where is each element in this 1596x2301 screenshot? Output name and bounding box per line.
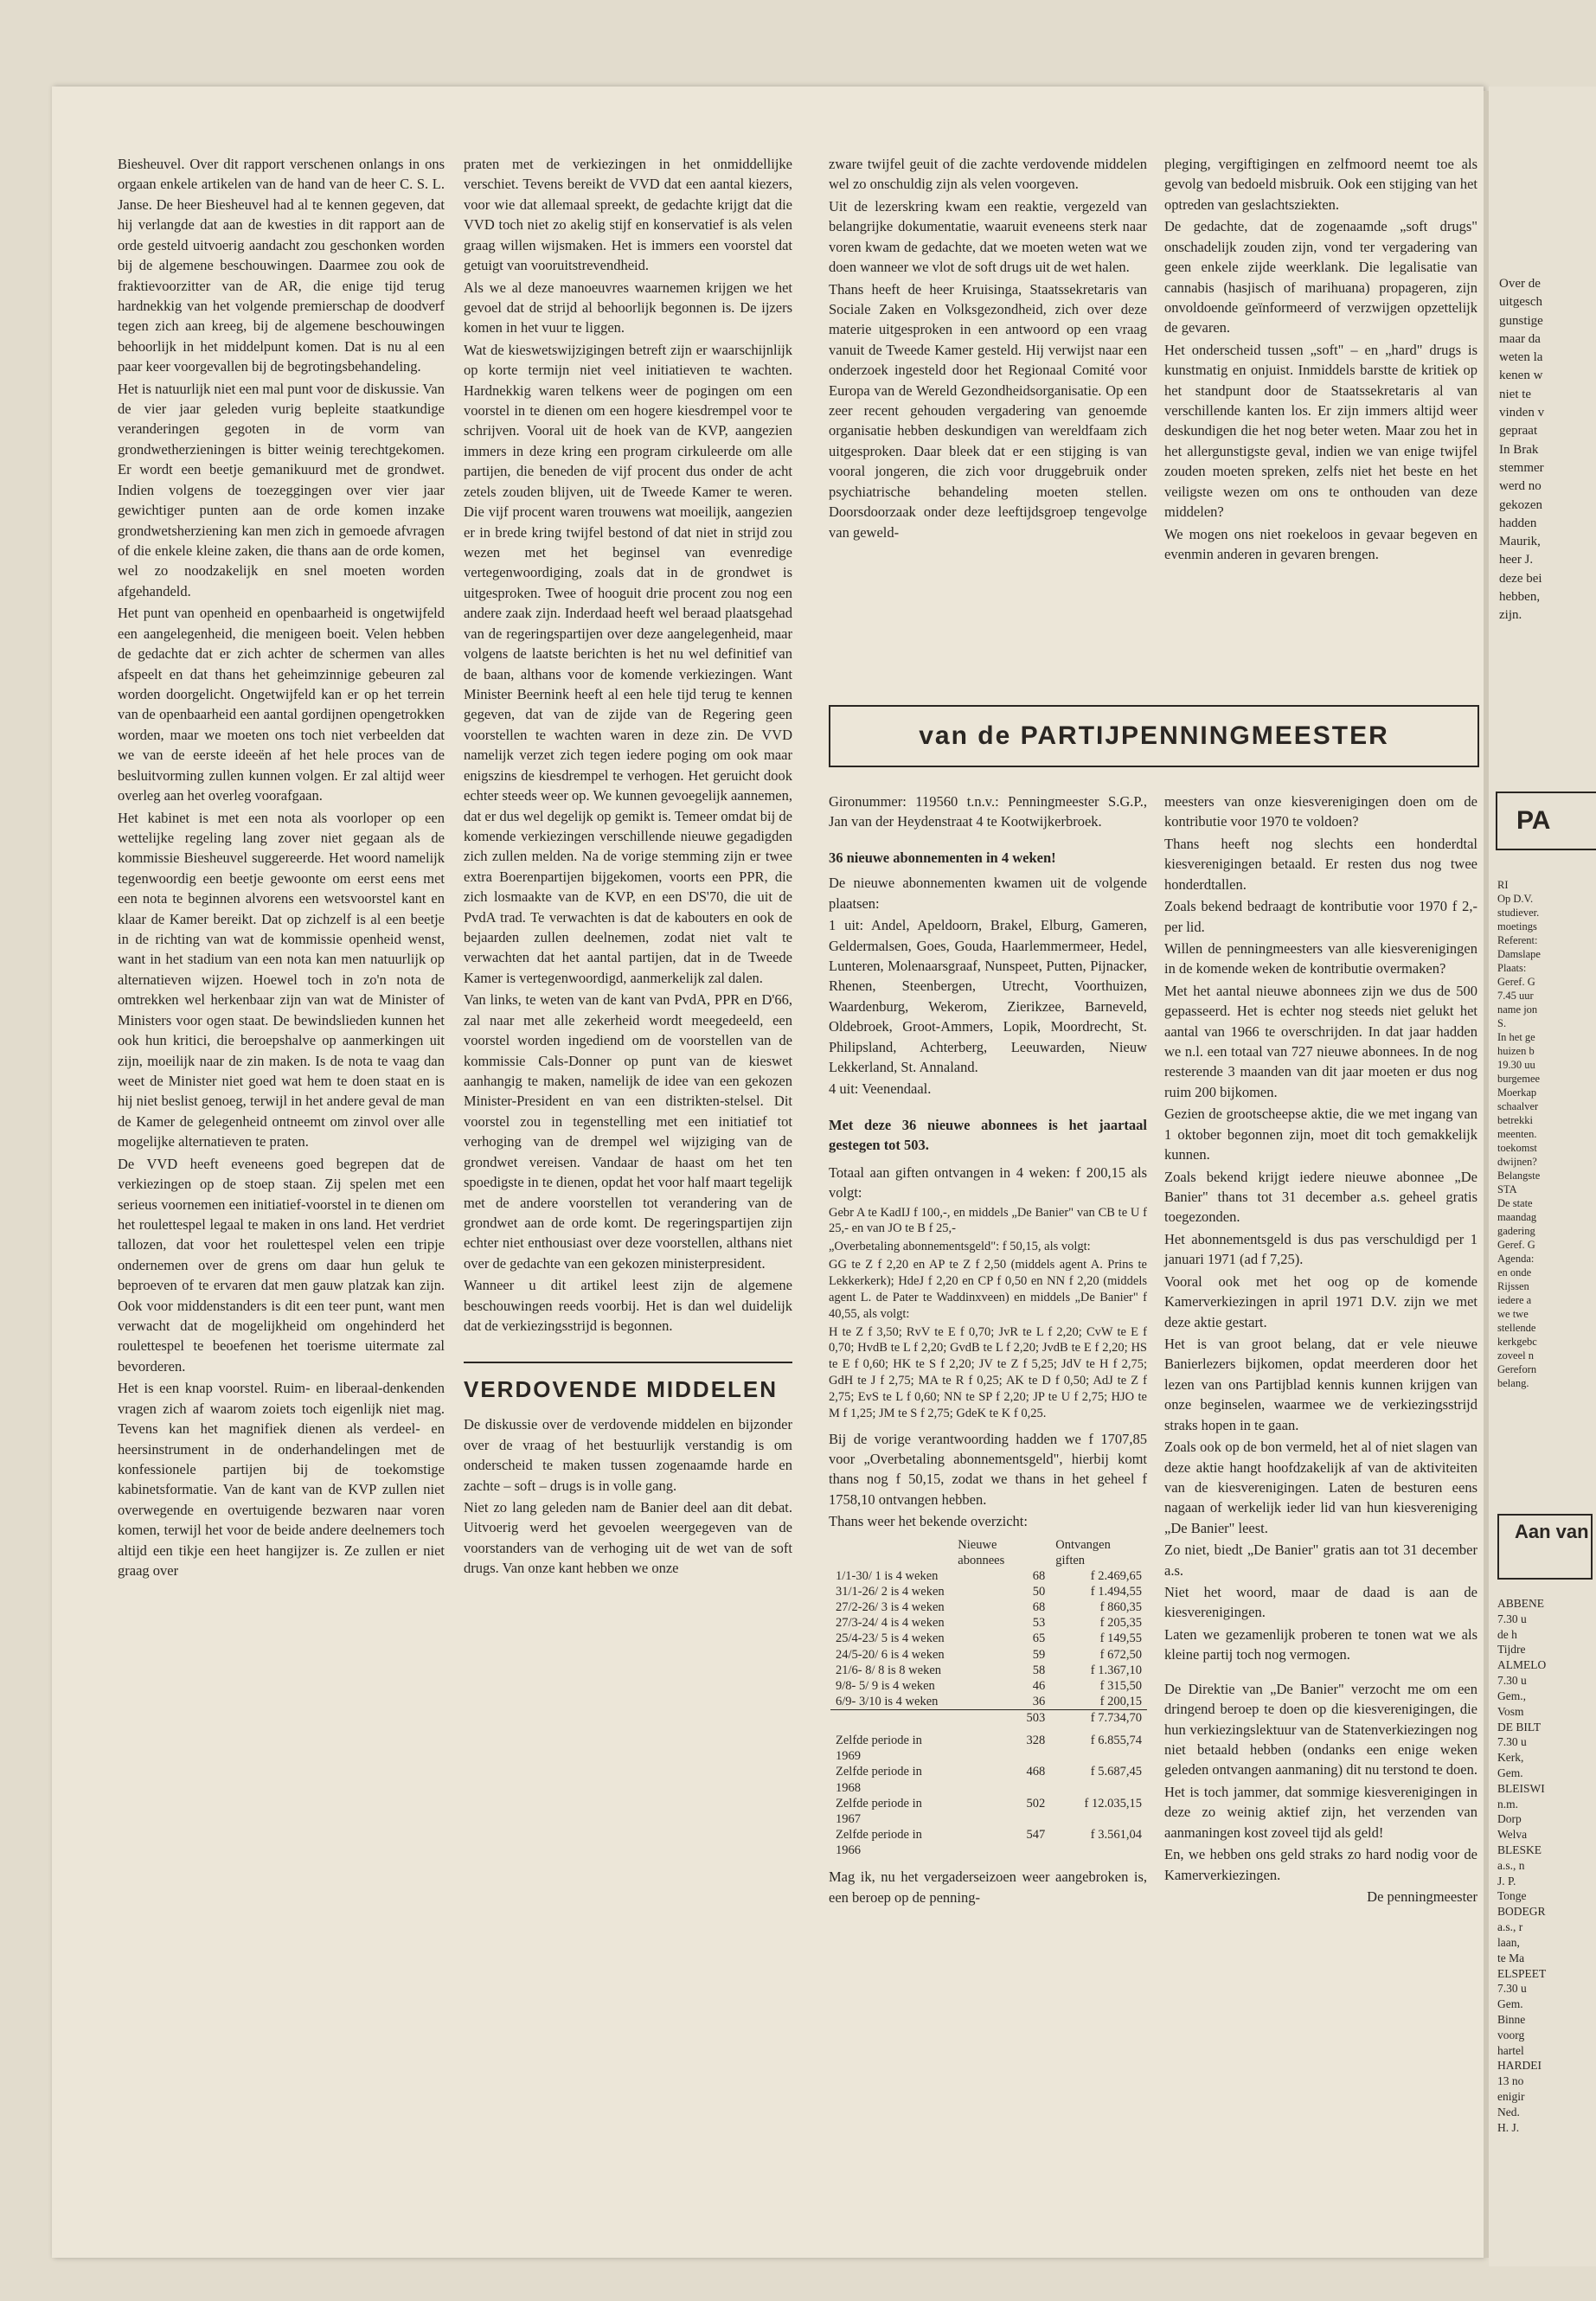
- edge-text-line: gunstige: [1499, 313, 1543, 328]
- edge-text-line: a.s., r: [1497, 1920, 1523, 1934]
- edge-text-line: zoveel n: [1497, 1349, 1534, 1362]
- table-row: [830, 1726, 1147, 1764]
- table-cell: Zelfde periode in 1968: [836, 1765, 922, 1795]
- table-cell: 1/1-30/ 1 is 4 weken: [836, 1568, 939, 1583]
- edge-text-line: voorg: [1497, 2028, 1525, 2041]
- article-paragraph: Als we al deze manoeuvres waarnemen krijgen we het gevoel dat de strijd al behoorlijk begonnen is. De ijzers komen in het vuur te liggen.: [464, 279, 792, 336]
- table-cell: f 2.469,65: [1090, 1568, 1142, 1583]
- edge-text-line: Gem.: [1497, 1766, 1523, 1779]
- table-cell: 502: [1026, 1796, 1046, 1811]
- table-cell: 21/6- 8/ 8 is 8 weken: [836, 1663, 942, 1677]
- edge-text-line: toekomst: [1497, 1142, 1537, 1154]
- table-cell: 31/1-26/ 2 is 4 weken: [836, 1585, 945, 1599]
- section-heading-verdovende-middelen: VERDOVENDE MIDDELEN: [464, 1362, 792, 1406]
- edge-text-line: kerkgebc: [1497, 1336, 1537, 1348]
- edge-text-line: BODEGR: [1497, 1905, 1546, 1919]
- article-paragraph: zware twijfel geuit of die zachte verdovende middelen wel zo onschuldig zijn als velen voorgeven.: [829, 156, 1147, 193]
- article-paragraph: pleging, vergiftigingen en zelfmoord neemt toe als gevolg van bedoeld misbruik. Ook een stijging van het optreden van geslachtsziekten.: [1164, 156, 1477, 213]
- edge-text-line: kenen w: [1499, 369, 1543, 383]
- adjacent-page-edge: [1489, 87, 1596, 2266]
- edge-text-line: Gem.: [1497, 1997, 1523, 2011]
- edge-text-line: hebben,: [1499, 590, 1541, 605]
- edge-box-2-text: Aan van: [1515, 1521, 1589, 1542]
- edge-text-line: meenten.: [1497, 1128, 1537, 1140]
- edge-text-line: uitgesch: [1499, 295, 1542, 310]
- edge-text-line: betrekki: [1497, 1114, 1533, 1126]
- edge-text-line: Binne: [1497, 2012, 1526, 2026]
- edge-text-line: Agenda:: [1497, 1253, 1535, 1265]
- edge-text-line: gepraat: [1499, 424, 1538, 439]
- edge-text-line: Geref. G: [1497, 1239, 1535, 1251]
- table-cell: 27/2-26/ 3 is 4 weken: [836, 1600, 945, 1615]
- edge-text-line: hartel: [1497, 2043, 1524, 2057]
- partij-paragraph: Zo niet, biedt „De Banier" gratis aan tot 31 december a.s.: [1164, 1541, 1477, 1579]
- table-row: [830, 1599, 1147, 1615]
- table-cell: Zelfde periode in 1966: [836, 1827, 922, 1858]
- edge-text-mid: [1497, 878, 1541, 1390]
- table-header: [830, 1537, 952, 1568]
- edge-text-line: Rijssen: [1497, 1280, 1529, 1292]
- edge-text-line: studiever.: [1497, 907, 1540, 919]
- edge-text-line: DE BILT: [1497, 1720, 1542, 1734]
- table-cell: 59: [1032, 1647, 1046, 1662]
- partij-paragraph: Laten we gezamenlijk proberen te tonen wat we als kleine partij toch nog vermogen.: [1164, 1625, 1477, 1663]
- edge-text-line: werd no: [1499, 479, 1542, 494]
- article-paragraph: De VVD heeft eveneens goed begrepen dat de verkiezingen op de stoep staan. Zij spelen met een serieus voornemen een initiatief-voorstel in te dienen om het roulettespel legaal te maken in ons land. Het verdriet tallozen, dat voor het roulettespel velen een tripje ondernemen over de grens om daar hun geluk te beproeven of te ervaren dat men gauw platzak kan zijn. Ook voor middenstanders is dit een teer punt, want men verwacht dat de mogelijkheid om ongehinderd het roulettespel te beoefenen het toerisme uitermate zal bevorderen.: [118, 1155, 445, 1375]
- table-header: Nieuwe abonnees: [958, 1537, 1005, 1567]
- table-row: [830, 1764, 1147, 1795]
- article-paragraph: Wat de kieswetswijzigingen betreft zijn er waarschijnlijk op korte termijn niet veel initiatieven te wachten. Hardnekkig waren telkens weer de pogingen om een voorstel in te dienen om een hogere kiesdrempel voor te schrijven. Vooral uit de hoek van de KVP, aangezien immers in deze kring een program cirkuleerde om alle partijen, die beneden de vijf procent dus onder de acht zetels zouden blijven, uit de Tweede Kamer te weren. Die vijf procent waren trouwens wat moeilijk, aangezien er in brede kring twijfel bestond of dat niet in strijd zou wezen met het beginsel van evenredige vertegenwoordiging, zoals dat in de grondwet is uitgesproken. Twee of hooguit drie procent zou nog een andere zaak zijn. Inderdaad heeft wel beraad plaatsgehad van de regeringspartijen over deze aangelegenheid, maar volgens de laatste berichten is het nu wel definitief van de baan, althans voor de komende verkiezingen. Want Minister Beernink heeft al een hele tijd terug te kennen gegeven, dat van de zijde van de Regering geen voorstellen te wachten waren in deze zin. De VVD namelijk verzet zich tegen iedere poging om ook maar enigszins de kiesdrempel te verhogen. Het geruicht dook echter steeds weer op. We kunnen gevoegelijk aannemen, dat er dus wel degelijk op gemikt is. Temeer omdat bij de komende verkiezingen verschillende nieuwe gegadigden zich zullen melden. Na de vorige stemming zijn er twee extra Boerenpartijen bijgekomen, voorts een PPR, die zich losmaakte van de KVP, en een DS'70, die uit de PvdA trad. Te verwachten is dat de kabouters en ook de bejaarden zullen deelnemen, zodat niet valt te verwachten dat het aantal partijen, dat in de Tweede Kamer is vertegenwoordigd, aanmerkelijk zal dalen.: [464, 341, 793, 986]
- table-row: [830, 1678, 1147, 1694]
- partij-paragraph: Thans heeft nog slechts een honderdtal kiesverenigingen betaald. Er resten dus nog twee honderdtallen.: [1164, 835, 1477, 893]
- article-paragraph: Niet zo lang geleden nam de Banier deel aan dit debat. Uitvoerig werd het gevoelen weergegeven van de voorstanders van de verhoging uit de wet van de soft drugs. Van onze kant hebben we onze: [464, 1499, 792, 1577]
- article-paragraph: Wanneer u dit artikel leest zijn de algemene beschouwingen reeds voorbij. Het is dan wel duidelijk dat de verkiezingsstrijd is begonnen.: [464, 1277, 792, 1335]
- edge-text-line: moetings: [1497, 920, 1537, 933]
- partijpenningmeester-column-left: [829, 792, 1147, 1907]
- giro-info: Gironummer: 119560 t.n.v.: Penningmeester S.G.P., Jan van der Heydenstraat 4 te Kootwijkerbroek.: [829, 793, 1147, 830]
- partij-paragraph: Zoals ook op de bon vermeld, het al of niet slagen van deze aktie hangt hoofdzakelijk af van de aktiviteiten van de kiesverenigingen. Laten de besturen eens nagaan of werkelijk ieder lid van hun kiesvereniging „De Banier" leest.: [1164, 1439, 1477, 1536]
- edge-text-line: stemmer: [1499, 460, 1544, 475]
- edge-text-line: n.m.: [1497, 1797, 1519, 1811]
- table-cell: 36: [1032, 1694, 1046, 1708]
- table-row: [830, 1568, 1147, 1584]
- edge-text-line: Referent:: [1497, 934, 1538, 946]
- gifts-detail: H te Z f 3,50; RvV te E f 0,70; JvR te L f 2,20; CvW te E f 0,70; HvdB te L f 2,20; GvdB te L f 2,20; JvdB te E f 2,20; HS te E f 0,60; HK te S f 2,20; JV te Z f 5,25; JdV te H f 2,75; GdH te J f 2,75; MA te R f 0,25; AK te D f 0,50; AdJ te Z f 2,75; EvS te L f 0,60; NN te SP f 2,20; JP te U f 2,75; HJO te M f 1,25; JM te S f 2,75; GdeK te K f 0,25.: [829, 1324, 1147, 1420]
- table-cell: 24/5-20/ 6 is 4 weken: [836, 1647, 945, 1662]
- edge-text-line: Moerkap: [1497, 1086, 1537, 1099]
- column-2: [464, 154, 792, 1579]
- edge-text-line: vinden v: [1499, 406, 1545, 420]
- partij-paragraph: Zoals bekend bedraagt de kontributie voor 1970 f 2,- per lid.: [1164, 898, 1477, 935]
- para: Thans weer het bekende overzicht:: [829, 1513, 1028, 1530]
- table-row: [830, 1647, 1147, 1663]
- edge-text-line: zijn.: [1499, 608, 1522, 623]
- table-cell: 503: [952, 1710, 1050, 1727]
- table-cell: 65: [1032, 1631, 1046, 1646]
- edge-text-top: [1499, 275, 1544, 625]
- article-paragraph: Het punt van openheid en openbaarheid is ongetwijfeld een aangelegenheid, die menigeen boeit. Velen hebben de gedachte dat er zich achter de schermen van alles afspeelt en dat thans het geheimzinnige gebeuren zal worden doorgelicht. Ongetwijfeld kan er op het terrein van de openbaarheid een aantal gordijnen opengetrokken worden, maar we moeten ons toch niet verbeelden dat we van de eerste ideeën af het hele proces van de besluitvorming zullen kunnen volgen. Er zal altijd weer overleg aan het overleg voorafgaan.: [118, 605, 445, 804]
- table-row: [830, 1827, 1147, 1858]
- table-cell: 46: [1032, 1678, 1046, 1693]
- table-cell: 53: [1032, 1616, 1046, 1631]
- column-3: [829, 154, 1147, 542]
- table-cell: f 315,50: [1099, 1678, 1142, 1693]
- table-row: [830, 1663, 1147, 1678]
- article-paragraph: praten met de verkiezingen in het onmiddellijke verschiet. Tevens bereikt de VVD dat een aantal kiezers, voor wie dat allemaal spreekt, de gedachte krijgt dat die VVD toch niet zo akelig stijf en konservatief is als velen graag willen wijsmaken. Het is immers een voorstel dat getuigt van vooruitstrevendheid.: [464, 156, 792, 274]
- signature: De penningmeester: [1367, 1888, 1477, 1905]
- table-cell: f 6.855,74: [1090, 1734, 1142, 1748]
- edge-text-bottom: [1497, 1596, 1546, 2135]
- partij-paragraph: En, we hebben ons geld straks zo hard nodig voor de Kamerverkiezingen.: [1164, 1846, 1477, 1883]
- table-row: [830, 1584, 1147, 1599]
- edge-text-line: 7.30 u: [1497, 1982, 1527, 1996]
- edge-text-line: niet te: [1499, 387, 1532, 401]
- edge-text-line: Tijdre: [1497, 1643, 1526, 1657]
- edge-text-line: iedere a: [1497, 1294, 1532, 1306]
- partij-paragraph: meesters van onze kiesverenigingen doen om de kontributie voor 1970 te voldoen?: [1164, 793, 1477, 830]
- edge-text-line: S.: [1497, 1017, 1507, 1029]
- places-list-2: 4 uit: Veenendaal.: [829, 1080, 932, 1098]
- gifts-detail: „Overbetaling abonnementsgeld": f 50,15, als volgt:: [829, 1240, 1091, 1254]
- table-row: [830, 1615, 1147, 1631]
- article-paragraph: Thans heeft de heer Kruisinga, Staatssekretaris van Sociale Zaken en Volksgezondheid, zich over deze materie uitgesproken in een antwoord op een vraag vanuit de Tweede Kamer gesteld. Hij verwijst naar een onderzoek ingesteld door het Regionaal Comité voor Europa van de Wereld Gezondheidsorganisatie. Op een zeer recent gehouden vergadering van genoemde organisatie hebben deskundigen van wereldfaam zich uitgesproken. Daar bleek dat er een stijging is van vooral jongeren, die zich voor druggebruik onder psychiatrische behandeling moeten stellen. Doorsdoorzaak onder deze leeftijdsgroep tengevolge van geweld-: [829, 280, 1147, 541]
- table-cell: 25/4-23/ 5 is 4 weken: [836, 1631, 945, 1646]
- edge-text-line: ABBENE: [1497, 1597, 1544, 1610]
- subheading-total: Met deze 36 nieuwe abonnees is het jaartaal gestegen tot 503.: [829, 1116, 1147, 1154]
- article-paragraph: We mogen ons niet roekeloos in gevaar begeven en evenmin anderen in gevaren brengen.: [1164, 525, 1477, 563]
- article-paragraph: Van links, te weten van de kant van PvdA, PPR en D'66, zal naar met alle zekerheid wordt meegedeeld, een voorstel worden ingediend om de voorstellen van de kommissie Cals-Donner op punt van de kieswet aanhangig te maken, namelijk de idee van een gekozen Minister-President en van een distrikten-stelsel. Dit voorstel zou in tegenstelling met een initiatief tot verhoging van de drempel wel wijziging van de grondwet vereisen. Vandaar de haast om het ten spoedigste in te dienen, opdat het voor half maart tegelijk met de andere voorstellen tot verandering van de grondwet aan de orde komt. De regeringspartijen zijn echter niet enthousiast over deze voorstellen, althans niet over de gedachte van een gekozen ministerpresident.: [464, 991, 792, 1272]
- article-paragraph: Het onderscheid tussen „soft" – en „hard" drugs is kunstmatig en onjuist. Inmiddels barstte de kritiek op het standpunt door de Staatssekretaris al van verschillende kanten los. Er zijn immers altijd weer deskundigen die het nog beter weten. Maar zou het in het allergunstigste geval, indien we van enige twijfel zouden moeten spreken, zelfs niet het beste en het veiligste wezen om ons te onthouden van deze middelen?: [1164, 341, 1477, 521]
- edge-text-line: 7.45 uur: [1497, 990, 1534, 1002]
- table-cell: f 200,15: [1099, 1694, 1142, 1708]
- edge-text-line: Vosm: [1497, 1704, 1524, 1718]
- table-cell: 547: [1026, 1827, 1046, 1842]
- edge-text-line: belang.: [1497, 1377, 1529, 1389]
- subheading-new-subscriptions: 36 nieuwe abonnementen in 4 weken!: [829, 849, 1056, 866]
- edge-text-line: De state: [1497, 1197, 1533, 1209]
- edge-text-line: Plaats:: [1497, 962, 1527, 974]
- edge-text-line: en onde: [1497, 1266, 1532, 1279]
- partij-paragraph: Met het aantal nieuwe abonnees zijn we dus de 500 gepasseerd. Het is echter nog steeds niet gelukt het aantal van 1966 te overschrijden. In dat jaar hadden we n.l. een totaal van 727 nieuwe abonnees. In de nog resterende 3 maanden van dit jaar moeten er dus nog ruim 200 bijkomen.: [1164, 982, 1477, 1100]
- edge-text-line: HARDEI: [1497, 2059, 1542, 2073]
- table-cell: f 860,35: [1099, 1600, 1142, 1615]
- table-cell: 68: [1032, 1600, 1046, 1615]
- partij-paragraph: De Direktie van „De Banier" verzocht me om een dringend beroep te doen op die kiesverenigingen, die hun verkiezingslektuur van de Statenverkiezingen nog niet betaald hebben (ondanks een enige weken geleden ontvangen aanmaning) dit nu terstond te doen.: [1164, 1680, 1477, 1779]
- edge-text-line: In het ge: [1497, 1031, 1535, 1043]
- table-row: [830, 1710, 1147, 1727]
- edge-text-line: de h: [1497, 1627, 1517, 1641]
- edge-text-line: maar da: [1499, 331, 1541, 346]
- table-cell: f 1.367,10: [1090, 1663, 1142, 1677]
- edge-text-line: we twe: [1497, 1308, 1529, 1320]
- places-list: 1 uit: Andel, Apeldoorn, Brakel, Elburg, Gameren, Geldermalsen, Goes, Gouda, Haarlemmermeer, Hedel, Lunteren, Molenaarsgraaf, Nunspeet, Putten, Pijnacker, Rhenen, Steenbergen, Utrecht, Voorthuizen, Waardenburg, Wekerom, Zierikzee, Barneveld, Oldebroek, Groot-Ammers, Lopik, Moordrecht, St. Philipsland, Achterberg, Leeuwarden, Nieuw Lekkerland, St. Annaland.: [829, 917, 1147, 1076]
- edge-text-line: RI: [1497, 879, 1509, 891]
- table-cell: 6/9- 3/10 is 4 weken: [836, 1694, 939, 1708]
- edge-text-line: Gem.,: [1497, 1689, 1526, 1702]
- article-paragraph: De diskussie over de verdovende middelen en bijzonder over de vraag of het bestuurlijk verstandig is om onderscheid te maken tussen zogenaamde harde en zachte – soft – drugs is in volle gang.: [464, 1416, 792, 1494]
- edge-text-line: name jon: [1497, 1003, 1538, 1016]
- para: De nieuwe abonnementen kwamen uit de volgende plaatsen:: [829, 875, 1147, 912]
- edge-text-line: heer J.: [1499, 553, 1534, 567]
- table-row: [830, 1631, 1147, 1646]
- para: Totaal aan giften ontvangen in 4 weken: f 200,15 als volgt:: [829, 1163, 1147, 1202]
- edge-text-line: huizen b: [1497, 1045, 1535, 1057]
- edge-text-line: deze bei: [1499, 571, 1542, 586]
- partij-paragraph: Het abonnementsgeld is dus pas verschuldigd per 1 januari 1971 (ad f 7,25).: [1164, 1230, 1477, 1268]
- edge-box-heading: [1496, 792, 1596, 850]
- edge-text-line: BLESKE: [1497, 1843, 1542, 1856]
- gifts-detail: Gebr A te KadIJ f 100,-, en middels „De Banier" van CB te U f 25,- en van JO te B f 25,-: [829, 1205, 1147, 1236]
- table-cell: f 672,50: [1099, 1647, 1142, 1662]
- partij-paragraph: Niet het woord, maar de daad is aan de kiesverenigingen.: [1164, 1584, 1477, 1621]
- edge-text-line: hadden: [1499, 516, 1537, 530]
- column-4: [1164, 154, 1477, 564]
- article-paragraph: De gedachte, dat de zogenaamde „soft drugs" onschadelijk zouden zijn, vond ter vergadering van geen enkele zijde weerklank. Die legalisatie van cannabis (hasjisch of marihuana) propageren, zijn onvoldoende geïnformeerd of verzwijgen opzettelijk de gevaren.: [1164, 218, 1477, 336]
- edge-text-line: 7.30 u: [1497, 1612, 1527, 1625]
- gifts-detail: GG te Z f 2,20 en AP te Z f 2,50 (middels agent A. Prins te Lekkerkerk); HdeJ f 2,20 en CP f 0,50 en NN f 2,20 (middels agent L. de Pater te Waddinxveen) en middels „De Banier" f 40,55, als volgt:: [829, 1258, 1147, 1321]
- partijpenningmeester-column-right: [1164, 792, 1477, 1907]
- edge-text-line: Welva: [1497, 1828, 1528, 1842]
- para: Mag ik, nu het vergaderseizoen weer aangebroken is, een beroep op de penning-: [829, 1868, 1147, 1906]
- edge-text-line: dwijnen?: [1497, 1156, 1537, 1168]
- partijpenningmeester-heading: [829, 705, 1479, 767]
- edge-text-line: BLEISWI: [1497, 1781, 1545, 1795]
- table-cell: 27/3-24/ 4 is 4 weken: [836, 1616, 945, 1631]
- table-cell: f 205,35: [1099, 1616, 1142, 1631]
- edge-text-line: enigir: [1497, 2090, 1525, 2103]
- table-cell: 468: [1026, 1765, 1046, 1779]
- edge-text-line: J. P.: [1497, 1874, 1516, 1888]
- partij-paragraph: Vooral ook met het oog op de komende Kamerverkiezingen in april 1971 D.V. zijn we met deze aktie gestart.: [1164, 1272, 1477, 1330]
- edge-text-line: Op D.V.: [1497, 893, 1534, 905]
- table-cell: 68: [1032, 1568, 1046, 1583]
- edge-text-line: Dorp: [1497, 1812, 1522, 1826]
- edge-text-line: Tonge: [1497, 1889, 1527, 1903]
- edge-text-line: schaalver: [1497, 1100, 1539, 1112]
- table-cell: 328: [1026, 1734, 1046, 1748]
- edge-text-line: gekozen: [1499, 497, 1542, 512]
- partij-paragraph: Het is toch jammer, dat sommige kiesverenigingen in deze zo weinig aktief zijn, het verzenden van aanmaningen kost zoveel tijd als geld!: [1164, 1783, 1477, 1841]
- edge-text-line: laan,: [1497, 1935, 1520, 1949]
- edge-text-line: H. J.: [1497, 2120, 1520, 2134]
- article-paragraph: Biesheuvel. Over dit rapport verschenen onlangs in ons orgaan enkele artikelen van de hand van de heer C. S. L. Janse. De heer Biesheuvel had al te kennen gegeven, dat hij verlangde dat aan de kwesties in dit rapport aan de orde gesteld uitvoerig aandacht zou geschonken worden bij de algemene beschouwingen. Daarmee zou ook de fraktievoorzitter van de AR, die enige tijd terug hardnekkig van het volgende premierschap de doodverf tegen zich aan kreeg, bij de algemene beschouwingen behoorlijk in het middelpunt komen. Dat is nu al een paar keer voorgevallen bij de begrotingsbehandeling.: [118, 156, 445, 375]
- edge-text-line: Ned.: [1497, 2105, 1520, 2118]
- table-row: [830, 1694, 1147, 1710]
- article-paragraph: Uit de lezerskring kwam een reaktie, vergezeld van belangrijke dokumentatie, waaruit eveneens sterk naar voren kwam de gedachte, dat we moeten weten wat we doen wanneer we vlot de soft drugs uit de wet halen.: [829, 197, 1147, 276]
- edge-text-line: ELSPEET: [1497, 1966, 1547, 1980]
- table-header: Ontvangen giften: [1055, 1537, 1111, 1567]
- table-cell: 58: [1032, 1663, 1046, 1677]
- table-cell: f 12.035,15: [1084, 1796, 1142, 1811]
- edge-text-line: Kerk,: [1497, 1751, 1524, 1765]
- edge-text-line: Gereforn: [1497, 1363, 1537, 1375]
- edge-box-heading-2: [1497, 1514, 1593, 1580]
- edge-text-line: Geref. G: [1497, 976, 1535, 988]
- edge-box-letters: PA: [1516, 806, 1551, 835]
- table-cell: 9/8- 5/ 9 is 4 weken: [836, 1678, 935, 1693]
- table-cell: 50: [1032, 1585, 1046, 1599]
- table-cell: Zelfde periode in 1969: [836, 1734, 922, 1764]
- edge-text-line: Damslape: [1497, 948, 1541, 960]
- partij-paragraph: Willen de penningmeesters van alle kiesverenigingen in de komende weken de kontributie overmaken?: [1164, 939, 1477, 977]
- edge-text-line: 7.30 u: [1497, 1674, 1527, 1688]
- edge-text-line: In Brak: [1499, 442, 1539, 457]
- edge-text-line: stellende: [1497, 1322, 1536, 1334]
- article-paragraph: Het is een knap voorstel. Ruim- en liberaal-denkenden vragen zich af waarom zoiets toch eigenlijk niet mag. Tevens kan het magnifiek dienen als verdeel- en heersinstrument in de onderhandelingen met de konfessionele partijen bij de toekomstige kabinetsformatie. Van de kant van de KVP zullen niet overwegende en overtuigende bezwaren naar voren komen, terwijl het voor de beide andere deelnemers toch altijd een tikje een heet hangijzer is. Ze zullen er niet graag over: [118, 1380, 445, 1580]
- table-cell: f 3.561,04: [1090, 1827, 1142, 1842]
- table-cell: Zelfde periode in 1967: [836, 1796, 922, 1826]
- article-paragraph: Het is natuurlijk niet een mal punt voor de diskussie. Van de vier jaar geleden vurig bepleite staatkundige veranderingen gegoten in de vorm van grondwetherzieningen is bitter weinig terechtgekomen. Er wordt een beetje gemanikuurd met de grondwet. Indien volgens de toezeggingen over vier jaar gewichtiger punten aan de orde komen inzake grondwetsherziening kan men zich in gemoede afvragen of die enkele kleine zaken, die thans aan de orde komen, wel zo noodzakelijk en snel moeten worden afgehandeld.: [118, 380, 445, 599]
- partij-paragraph: Gezien de grootscheepse aktie, die we met ingang van 1 oktober begonnen zijn, moet dit toch gemakkelijk kunnen.: [1164, 1106, 1477, 1163]
- edge-text-line: weten la: [1499, 350, 1543, 365]
- partij-paragraph: Het is van groot belang, dat er vele nieuwe Banierlezers bijkomen, opdat meerderen door het lezen van ons Partijblad kennis kunnen krijgen van onze beginselen, waarmee we de verkiezingsstrijd straks hopen in te gaan.: [1164, 1335, 1477, 1433]
- partijpenningmeester-heading-text: van de PARTIJPENNINGMEESTER: [919, 721, 1389, 750]
- column-1: [118, 154, 445, 1581]
- edge-text-line: STA: [1497, 1183, 1517, 1195]
- edge-text-line: 19.30 uu: [1497, 1059, 1535, 1071]
- para: Bij de vorige verantwoording hadden we f 1707,85 voor „Overbetaling abonnementsgeld", hierbij komt thans nog f 50,15, zodat we thans in het geheel f 1758,10 ontvangen hebben.: [829, 1430, 1147, 1508]
- table-cell: f 7.734,70: [1050, 1710, 1147, 1727]
- edge-text-line: Belangste: [1497, 1170, 1541, 1182]
- edge-text-line: 7.30 u: [1497, 1735, 1527, 1749]
- edge-text-line: ALMELO: [1497, 1658, 1547, 1672]
- edge-text-line: Maurik,: [1499, 535, 1541, 549]
- edge-text-line: gadering: [1497, 1225, 1535, 1237]
- edge-text-line: te Ma: [1497, 1951, 1525, 1965]
- edge-text-line: maandag: [1497, 1211, 1537, 1223]
- table-cell: f 5.687,45: [1090, 1765, 1142, 1779]
- edge-text-line: a.s., n: [1497, 1858, 1525, 1872]
- overview-table: [830, 1537, 1147, 1859]
- article-paragraph: Het kabinet is met een nota als voorloper op een wettelijke regeling lang zover niet gegaan als de kommissie Biesheuvel suggereerde. Het woord namelijk tegenwoordig een beetje gewoonte om eerst eens met een nota te beginnen alvorens een wetsvoorstel kant en klaar de Kamer bereikt. Dat op zichzelf is al een beetje in de richting van wat de kommissie openheid wenst, want in het stadium van een nota kan men natuurlijk op alternatieven wijzen. Hoewel toch in zo'n nota de omtrekken wel herkenbaar zijn van wat de Minister of Ministers voor ogen staat. De bewindslieden kunnen het ook hun kritici, die beroepshalve op aanmerkingen uit zijn, moeilijk naar de zin maken. Is de nota te vaag dan weet de Minister niet goed wat hem te doen staat en is hij niet beslist genoeg, terwijl in het andere geval de man de Kamer de gelegenheid ontneemt om zinvol over alle mogelijke alternatieven te praten.: [118, 809, 445, 1150]
- edge-text-line: 13 no: [1497, 2074, 1524, 2088]
- edge-text-line: Over de: [1499, 277, 1541, 291]
- table-cell: [830, 1710, 952, 1727]
- edge-text-line: burgemee: [1497, 1073, 1541, 1085]
- partij-paragraph: Zoals bekend krijgt iedere nieuwe abonnee „De Banier" thans tot 31 december a.s. geheel gratis toegezonden.: [1164, 1168, 1477, 1226]
- table-cell: f 1.494,55: [1090, 1585, 1142, 1599]
- table-row: [830, 1796, 1147, 1827]
- table-cell: f 149,55: [1099, 1631, 1142, 1646]
